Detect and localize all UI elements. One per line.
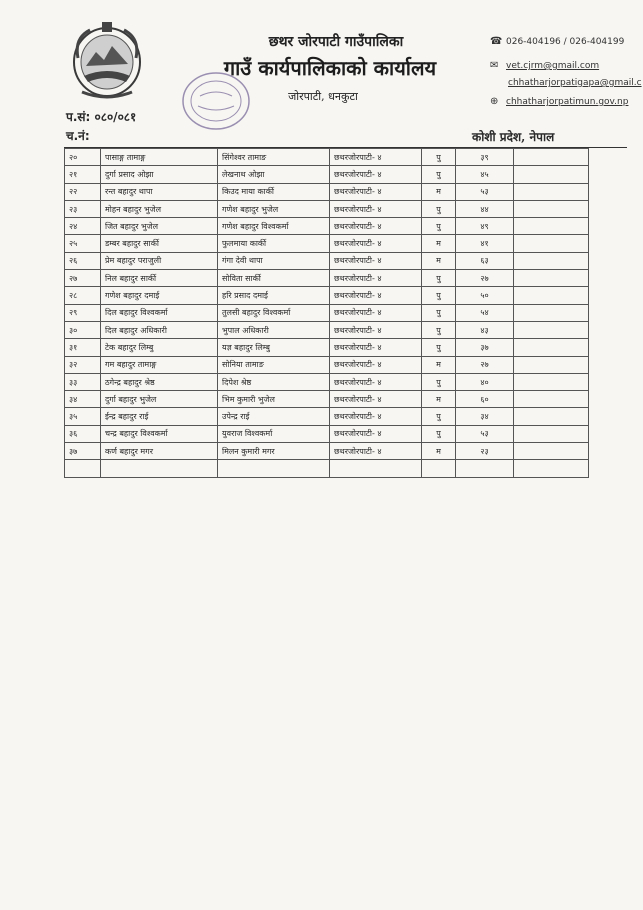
contact-email-1[interactable] bbox=[490, 60, 599, 71]
serial-cell: ३४ bbox=[65, 391, 101, 408]
serial-cell: ३० bbox=[65, 321, 101, 338]
remark-cell bbox=[514, 391, 589, 408]
age-cell: ४४ bbox=[456, 200, 514, 217]
name-cell: रन्त बहादुर थापा bbox=[101, 183, 218, 200]
address-cell: छथरजोरपाटी- ४ bbox=[330, 270, 422, 287]
address-cell: छथरजोरपाटी- ४ bbox=[330, 425, 422, 442]
remark-cell bbox=[514, 149, 589, 166]
name-cell: प्रेम बहादुर पराजुली bbox=[101, 252, 218, 269]
address-cell: छथरजोरपाटी- ४ bbox=[330, 339, 422, 356]
name-cell: कर्ण बहादुर मगर bbox=[101, 443, 218, 460]
age-cell: ४९ bbox=[456, 218, 514, 235]
serial-cell: ३५ bbox=[65, 408, 101, 425]
table-row bbox=[65, 235, 589, 252]
table-row bbox=[65, 149, 589, 166]
name-cell: गम बहादुर तामाङ्ग bbox=[101, 356, 218, 373]
guardian-cell: भिम कुमारी भुजेल bbox=[218, 391, 330, 408]
email-2-text: chhatharjorpatigapa@gmail.c bbox=[508, 78, 642, 88]
name-cell: दुर्गा बहादुर भुजेल bbox=[101, 391, 218, 408]
table-row bbox=[65, 339, 589, 356]
serial-cell: २१ bbox=[65, 166, 101, 183]
table-row bbox=[65, 218, 589, 235]
table-row bbox=[65, 391, 589, 408]
municipality-name: छथर जोरपाटी गाउँपालिका bbox=[268, 34, 404, 50]
dispatch-number: च.नं: bbox=[66, 129, 90, 143]
table-row bbox=[65, 443, 589, 460]
sex-cell: पु bbox=[422, 287, 456, 304]
age-cell: २३ bbox=[456, 443, 514, 460]
table-row bbox=[65, 373, 589, 390]
guardian-cell: युवराज विश्वकर्मा bbox=[218, 425, 330, 442]
age-cell: ५३ bbox=[456, 425, 514, 442]
remark-cell bbox=[514, 304, 589, 321]
table-row bbox=[65, 408, 589, 425]
reference-number: प.सं: ०८०/०८१ bbox=[66, 110, 137, 124]
serial-cell: २३ bbox=[65, 200, 101, 217]
serial-cell: ३७ bbox=[65, 443, 101, 460]
serial-cell: २२ bbox=[65, 183, 101, 200]
table-row bbox=[65, 425, 589, 442]
remark-cell bbox=[514, 270, 589, 287]
name-cell: दिल बहादुर विश्वकर्मा bbox=[101, 304, 218, 321]
remark-cell bbox=[514, 443, 589, 460]
name-cell: जित बहादुर भुजेल bbox=[101, 218, 218, 235]
sex-cell bbox=[422, 460, 456, 477]
age-cell: ४१ bbox=[456, 235, 514, 252]
guardian-cell: किउद माया कार्की bbox=[218, 183, 330, 200]
mail-icon: ✉ bbox=[490, 60, 499, 71]
name-cell: ठगेन्द्र बहादुर श्रेष्ठ bbox=[101, 373, 218, 390]
sex-cell: पु bbox=[422, 149, 456, 166]
name-cell: गणेश बहादुर दमाई bbox=[101, 287, 218, 304]
sex-cell: पु bbox=[422, 200, 456, 217]
remark-cell bbox=[514, 408, 589, 425]
remark-cell bbox=[514, 200, 589, 217]
table-row bbox=[65, 270, 589, 287]
age-cell: ४३ bbox=[456, 321, 514, 338]
age-cell: २७ bbox=[456, 270, 514, 287]
sex-cell: म bbox=[422, 235, 456, 252]
address-cell: छथरजोरपाटी- ४ bbox=[330, 200, 422, 217]
table-row bbox=[65, 356, 589, 373]
address-cell: छथरजोरपाटी- ४ bbox=[330, 321, 422, 338]
name-cell: ईन्द्र बहादुर राई bbox=[101, 408, 218, 425]
address-cell: छथरजोरपाटी- ४ bbox=[330, 443, 422, 460]
serial-cell: २९ bbox=[65, 304, 101, 321]
table-row bbox=[65, 460, 589, 477]
sex-cell: पु bbox=[422, 321, 456, 338]
remark-cell bbox=[514, 287, 589, 304]
age-cell: २७ bbox=[456, 356, 514, 373]
serial-cell: ३२ bbox=[65, 356, 101, 373]
name-cell: टेक बहादुर लिम्बु bbox=[101, 339, 218, 356]
name-cell: डम्बर बहादुर सार्की bbox=[101, 235, 218, 252]
nepal-emblem-icon bbox=[68, 18, 146, 100]
address-cell bbox=[330, 460, 422, 477]
guardian-cell: गंगा देवी थापा bbox=[218, 252, 330, 269]
office-location: जोरपाटी, धनकुटा bbox=[288, 90, 358, 103]
address-cell: छथरजोरपाटी- ४ bbox=[330, 356, 422, 373]
address-cell: छथरजोरपाटी- ४ bbox=[330, 373, 422, 390]
serial-cell: २६ bbox=[65, 252, 101, 269]
name-cell: दुर्गा प्रसाद ओझा bbox=[101, 166, 218, 183]
name-cell: निल बहादुर सार्की bbox=[101, 270, 218, 287]
contact-website[interactable] bbox=[490, 96, 628, 107]
guardian-cell: भुपाल अधिकारी bbox=[218, 321, 330, 338]
guardian-cell: हरि प्रसाद दमाई bbox=[218, 287, 330, 304]
remark-cell bbox=[514, 183, 589, 200]
phone-text: 026-404196 / 026-404199 bbox=[506, 37, 625, 47]
address-cell: छथरजोरपाटी- ४ bbox=[330, 408, 422, 425]
guardian-cell: सोनिया तामाङ bbox=[218, 356, 330, 373]
serial-cell: ३१ bbox=[65, 339, 101, 356]
guardian-cell: सिंगेश्वर तामाङ bbox=[218, 149, 330, 166]
email-1-text: vet.cjrm@gmail.com bbox=[506, 61, 600, 71]
contact-phone bbox=[490, 36, 624, 47]
sex-cell: पु bbox=[422, 408, 456, 425]
guardian-cell: यज्ञ बहादुर लिम्बु bbox=[218, 339, 330, 356]
guardian-cell: फुलमाया कार्की bbox=[218, 235, 330, 252]
table-row bbox=[65, 166, 589, 183]
guardian-cell: गणेश बहादुर विश्वकर्मा bbox=[218, 218, 330, 235]
guardian-cell: गणेश बहादुर भुजेल bbox=[218, 200, 330, 217]
globe-icon: ⊕ bbox=[490, 96, 499, 107]
age-cell: ३९ bbox=[456, 149, 514, 166]
name-cell: चन्द्र बहादुर विश्वकर्मा bbox=[101, 425, 218, 442]
province-label: कोशी प्रदेश, नेपाल bbox=[472, 130, 555, 144]
serial-cell: २७ bbox=[65, 270, 101, 287]
age-cell: ३४ bbox=[456, 408, 514, 425]
remark-cell bbox=[514, 235, 589, 252]
sex-cell: पु bbox=[422, 339, 456, 356]
age-cell bbox=[456, 460, 514, 477]
office-name: गाउँ कार्यपालिकाको कार्यालय bbox=[223, 56, 437, 80]
address-cell: छथरजोरपाटी- ४ bbox=[330, 252, 422, 269]
table-row bbox=[65, 200, 589, 217]
table-row bbox=[65, 287, 589, 304]
guardian-cell: उपेन्द्र राई bbox=[218, 408, 330, 425]
table-row bbox=[65, 321, 589, 338]
remark-cell bbox=[514, 460, 589, 477]
address-cell: छथरजोरपाटी- ४ bbox=[330, 304, 422, 321]
remark-cell bbox=[514, 373, 589, 390]
address-cell: छथरजोरपाटी- ४ bbox=[330, 149, 422, 166]
sex-cell: म bbox=[422, 183, 456, 200]
age-cell: ६० bbox=[456, 391, 514, 408]
age-cell: ३७ bbox=[456, 339, 514, 356]
address-cell: छथरजोरपाटी- ४ bbox=[330, 183, 422, 200]
address-cell: छथरजोरपाटी- ४ bbox=[330, 235, 422, 252]
age-cell: ५३ bbox=[456, 183, 514, 200]
sex-cell: म bbox=[422, 443, 456, 460]
guardian-cell: सोविता सार्की bbox=[218, 270, 330, 287]
age-cell: ४५ bbox=[456, 166, 514, 183]
sex-cell: पु bbox=[422, 373, 456, 390]
table-row bbox=[65, 183, 589, 200]
address-cell: छथरजोरपाटी- ४ bbox=[330, 391, 422, 408]
address-cell: छथरजोरपाटी- ४ bbox=[330, 166, 422, 183]
sex-cell: पु bbox=[422, 270, 456, 287]
guardian-cell bbox=[218, 460, 330, 477]
name-cell: मोहन बहादुर भुजेल bbox=[101, 200, 218, 217]
serial-cell: २५ bbox=[65, 235, 101, 252]
phone-icon: ☎ bbox=[490, 36, 503, 47]
sex-cell: पु bbox=[422, 425, 456, 442]
remark-cell bbox=[514, 166, 589, 183]
remark-cell bbox=[514, 356, 589, 373]
remark-cell bbox=[514, 218, 589, 235]
serial-cell: ३६ bbox=[65, 425, 101, 442]
sex-cell: पु bbox=[422, 166, 456, 183]
address-cell: छथरजोरपाटी- ४ bbox=[330, 218, 422, 235]
table-row bbox=[65, 304, 589, 321]
website-text: chhatharjorpatimun.gov.np bbox=[506, 97, 629, 107]
serial-cell: २० bbox=[65, 149, 101, 166]
serial-cell: ३३ bbox=[65, 373, 101, 390]
sex-cell: म bbox=[422, 391, 456, 408]
sex-cell: पु bbox=[422, 304, 456, 321]
age-cell: ६३ bbox=[456, 252, 514, 269]
table-row bbox=[65, 252, 589, 269]
serial-cell bbox=[65, 460, 101, 477]
table-body bbox=[65, 149, 589, 478]
remark-cell bbox=[514, 425, 589, 442]
contact-email-2[interactable] bbox=[508, 78, 642, 88]
sex-cell: पु bbox=[422, 218, 456, 235]
beneficiary-table bbox=[64, 148, 589, 478]
serial-cell: २८ bbox=[65, 287, 101, 304]
age-cell: ४० bbox=[456, 373, 514, 390]
guardian-cell: दिपेश श्रेष्ठ bbox=[218, 373, 330, 390]
sex-cell: म bbox=[422, 356, 456, 373]
remark-cell bbox=[514, 321, 589, 338]
name-cell: दिल बहादुर अधिकारी bbox=[101, 321, 218, 338]
remark-cell bbox=[514, 252, 589, 269]
guardian-cell: लेखनाथ ओझा bbox=[218, 166, 330, 183]
remark-cell bbox=[514, 339, 589, 356]
name-cell bbox=[101, 460, 218, 477]
age-cell: ५० bbox=[456, 287, 514, 304]
name-cell: पासाङ्ग तामाङ्ग bbox=[101, 149, 218, 166]
serial-cell: २४ bbox=[65, 218, 101, 235]
age-cell: ५४ bbox=[456, 304, 514, 321]
address-cell: छथरजोरपाटी- ४ bbox=[330, 287, 422, 304]
guardian-cell: मिलन कुमारी मगर bbox=[218, 443, 330, 460]
guardian-cell: तुलसी बहादुर विश्वकर्मा bbox=[218, 304, 330, 321]
sex-cell: म bbox=[422, 252, 456, 269]
